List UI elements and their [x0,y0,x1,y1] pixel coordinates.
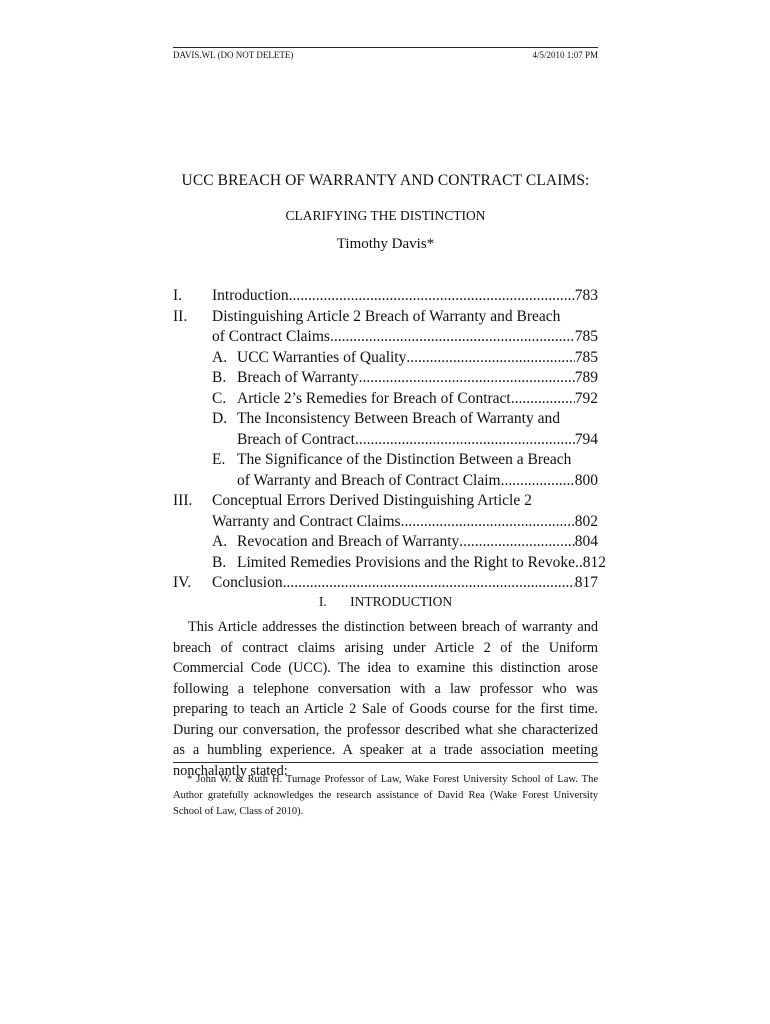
toc-entry [173,553,606,574]
toc-entry-title: of Contract Claims [212,328,330,345]
toc-entry-title: Conclusion [212,574,283,591]
toc-dot-leader [406,348,574,369]
toc-entry [173,348,598,369]
toc-entry-letter: C. [212,389,227,407]
toc-dot-leader [289,286,575,307]
toc-entry-letter: A. [212,533,228,550]
toc-entry-letter: B. [212,553,227,571]
toc-dot-leader [355,430,575,451]
toc-entry [173,327,598,348]
body-paragraph: This Article addresses the distinction between breach of warranty and breach of contract claims arising under Article 2 of the Uniform Commercial Code (UCC). The idea to examine this distinction arose following a telephone conversation with a law professor who was preparing to teach an Article 2 Sale of Goods course for the first time. During our conversation, the professor described what she characterized as a humbling experience. A speaker at a trade association meeting nonchalantly stated: [173,619,598,779]
toc-dot-leader [330,327,575,348]
section-heading [173,594,598,610]
toc-entry-title: of Warranty and Breach of Contract Claim [237,471,501,489]
toc-entry-page: 792 [574,389,598,407]
footnote-divider [173,762,598,763]
toc-entry [173,430,598,451]
toc-entry-letter: B. [212,369,227,386]
toc-entry-page: 812 [582,553,606,571]
toc-entry-title: Breach of Warranty [237,369,359,386]
toc-entry [173,368,598,389]
toc-entry-page: 789 [574,369,598,386]
footnote: * John W. & Ruth H. Turnage Professor of Law, Wake Forest University School of Law. The Author gratefully acknowledges the research assistance of David Rea (Wake Forest University School of Law, Class of 2010). [173,774,598,817]
header-left: DAVIS.WL (DO NOT DELETE) [173,50,294,60]
toc-entry [173,471,598,492]
toc-entry-number: IV. [173,574,192,591]
toc-dot-leader [511,389,575,410]
toc-dot-leader [459,532,574,553]
article-subtitle: CLARIFYING THE DISTINCTION [285,208,486,223]
toc-entry-title: Breach of Contract [237,430,355,448]
toc-entry-page: 800 [574,471,598,489]
toc-entry-page: 785 [574,328,598,345]
toc-entry [173,573,598,594]
table-of-contents [173,286,606,594]
toc-dot-leader [283,573,575,594]
toc-entry-page: 785 [574,348,598,366]
toc-entry [173,389,598,410]
header-right: 4/5/2010 1:07 PM [532,50,598,60]
toc-entry-title: The Significance of the Distinction Between a Breach [237,451,572,468]
toc-entry-title: UCC Warranties of Quality [237,348,407,366]
toc-entry [173,491,598,512]
toc-entry-title: Article 2’s Remedies for Breach of Contract [237,389,511,407]
toc-entry-title: The Inconsistency Between Breach of Warranty and [237,410,560,427]
toc-entry-page: 804 [574,533,598,550]
article-author: Timothy Davis* [336,236,435,252]
toc-entry-page: 802 [574,512,598,530]
toc-entry [173,512,598,533]
toc-dot-leader [359,368,575,389]
toc-entry-title: Conceptual Errors Derived Distinguishing Article 2 [212,492,532,509]
running-header [173,47,598,60]
toc-entry [173,286,598,307]
toc-entry-number: III. [173,492,193,509]
toc-entry [173,450,598,471]
toc-entry-number: II. [173,307,188,325]
toc-entry-number: I. [173,287,183,304]
toc-entry-letter: D. [212,410,228,427]
toc-entry [173,409,598,430]
toc-entry-title: Warranty and Contract Claims [212,512,401,530]
toc-entry-title: Limited Remedies Provisions and the Right to Revoke.. [237,553,583,571]
toc-entry-title: Introduction [212,287,289,304]
section-number: I. [318,594,327,609]
toc-entry [173,532,598,553]
toc-entry-letter: E. [212,451,226,468]
article-title: UCC BREACH OF WARRANTY AND CONTRACT CLAIMS: [181,172,590,189]
section-title: INTRODUCTION [350,594,453,609]
toc-dot-leader [401,512,575,533]
toc-entry-title: Distinguishing Article 2 Breach of Warranty and Breach [212,307,561,325]
toc-entry-letter: A. [212,348,228,366]
toc-dot-leader [501,471,575,492]
toc-entry-page: 783 [574,287,598,304]
toc-entry [173,307,598,328]
toc-entry-page: 794 [574,430,598,448]
toc-entry-title: Revocation and Breach of Warranty [237,533,460,550]
toc-entry-page: 817 [574,574,598,591]
